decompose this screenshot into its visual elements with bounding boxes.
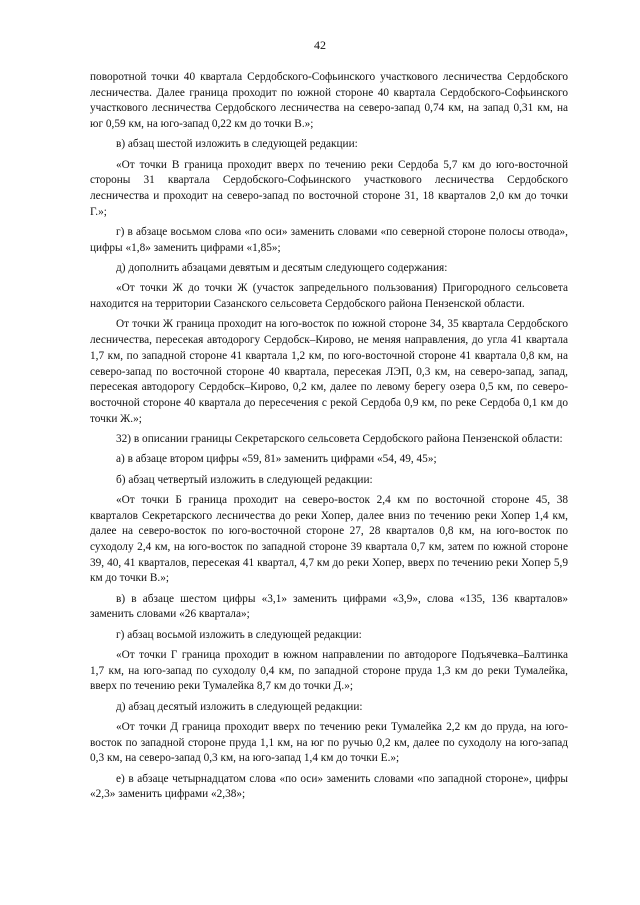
paragraph-item-d: д) дополнить абзацами девятым и десятым следующего содержания: [116, 262, 448, 275]
paragraph-section-32: 32) в описании границы Секретарского сельсовета Сердобского района Пензенской области: [116, 432, 563, 445]
paragraph-item-g: г) абзац восьмой изложить в следующей редакции: [116, 628, 362, 641]
paragraph-quote: «От точки Д граница проходит вверх по течению реки Тумалейка 2,2 км до пруда, на юго-восток по западной стороне пруда 1,1 км, на юг по ручью 0,2 км, далее по суходолу на юго-запад 0,3 км, на северо-запад 0,3 км, на юго-запад 1,4 км до точки Е.»; [90, 720, 568, 765]
paragraph-item-v: в) в абзаце шестом цифры «3,1» заменить цифрами «3,9», слова «135, 136 кварталов» заменить словами «26 квартала»; [90, 592, 568, 621]
paragraph-text: От точки Ж граница проходит на юго-восток по южной стороне 34, 35 квартала Сердобского лесничества, пересекая автодорогу Сердобск–Кирово, не меняя направления, до угла 41 квартала 1,7 км, по западной стороне 41 квартала 1,2 км, по юго-восточной стороне 41 квартала 0,8 км, на северо-запад по восточной стороне 40 квартала, пересекая ЛЭП, 0,3 км, на северо-запад, запад, пересекая автодорогу Сердобск–Кирово, 0,2 км, далее по левому берегу озера 0,5 км, по северо-восточной стороне 40 квартала до пересечения с рекой Сердоба 0,9 км, по реке Сердоба 0,1 км до точки Ж.»; [90, 318, 568, 425]
paragraph-item-g: г) в абзаце восьмом слова «по оси» заменить словами «по северной стороне полосы отвода», цифры «1,8» заменить цифрами «1,85»; [90, 226, 568, 254]
paragraph-quote: «От точки Б граница проходит на северо-восток 2,4 км по восточной стороне 45, 38 кварталов Секретарского лесничества до реки Хопер, далее вниз по течению реки Хопер 1,4 км, далее на северо-восток по юго-восточной стороне 27, 28 кварталов 0,8 км, на юго-восток по суходолу 2,4 км, на юго-восток по западной стороне 39 квартала 0,7 км, затем по южной стороне 39, 40, 41 кварталов, пересекая 41 квартал, 4,7 км до реки Хопер, вверх по течению реки Хопер 5,9 км до точки В.»; [90, 493, 568, 585]
paragraph-item-v: в) абзац шестой изложить в следующей редакции: [116, 138, 358, 151]
paragraph-item-a: а) в абзаце втором цифры «59, 81» заменить цифрами «54, 49, 45»; [116, 453, 437, 466]
paragraph-continuation: поворотной точки 40 квартала Сердобского-Софьинского участкового лесничества Сердобского лесничества. Далее граница проходит по южной стороне 40 квартала Сердобского-Софьинского участкового лесничества Сердобского лесничества на северо-запад 0,74 км, на запад 0,31 км, на юг 0,59 км, на юго-запад 0,22 км до точки В.»; [90, 71, 568, 131]
paragraph-quote: «От точки Ж до точки Ж (участок запредельного пользования) Пригородного сельсовета находится на территории Сазанского сельсовета Сердобского района Пензенской области. [90, 282, 568, 311]
page-number: 42 [314, 38, 326, 52]
paragraph-item-e: е) в абзаце четырнадцатом слова «по оси» заменить словами «по западной стороне», цифры «2,3» заменить цифрами «2,38»; [90, 772, 568, 801]
paragraph-item-b: б) абзац четвертый изложить в следующей редакции: [116, 473, 373, 486]
paragraph-quote: «От точки Г граница проходит в южном направлении по автодороге Подъячевка–Балтинка 1,7 км, на юго-запад по суходолу 0,4 км, по западной стороне пруда 1,3 км до реки Тумалейка, вверх по течению реки Тумалейка 8,7 км до точки Д.»; [90, 648, 568, 693]
paragraph-item-d: д) абзац десятый изложить в следующей редакции: [116, 700, 363, 713]
paragraph-quote: «От точки В граница проходит вверх по течению реки Сердоба 5,7 км до юго-восточной стороны 31 квартала Сердобского-Софьинского участкового лесничества Сердобского лесничества и проходит на северо-запад по восточной стороне 31, 18 кварталов 2,0 км до точки Г.»; [90, 158, 568, 218]
document-body [90, 70, 568, 808]
